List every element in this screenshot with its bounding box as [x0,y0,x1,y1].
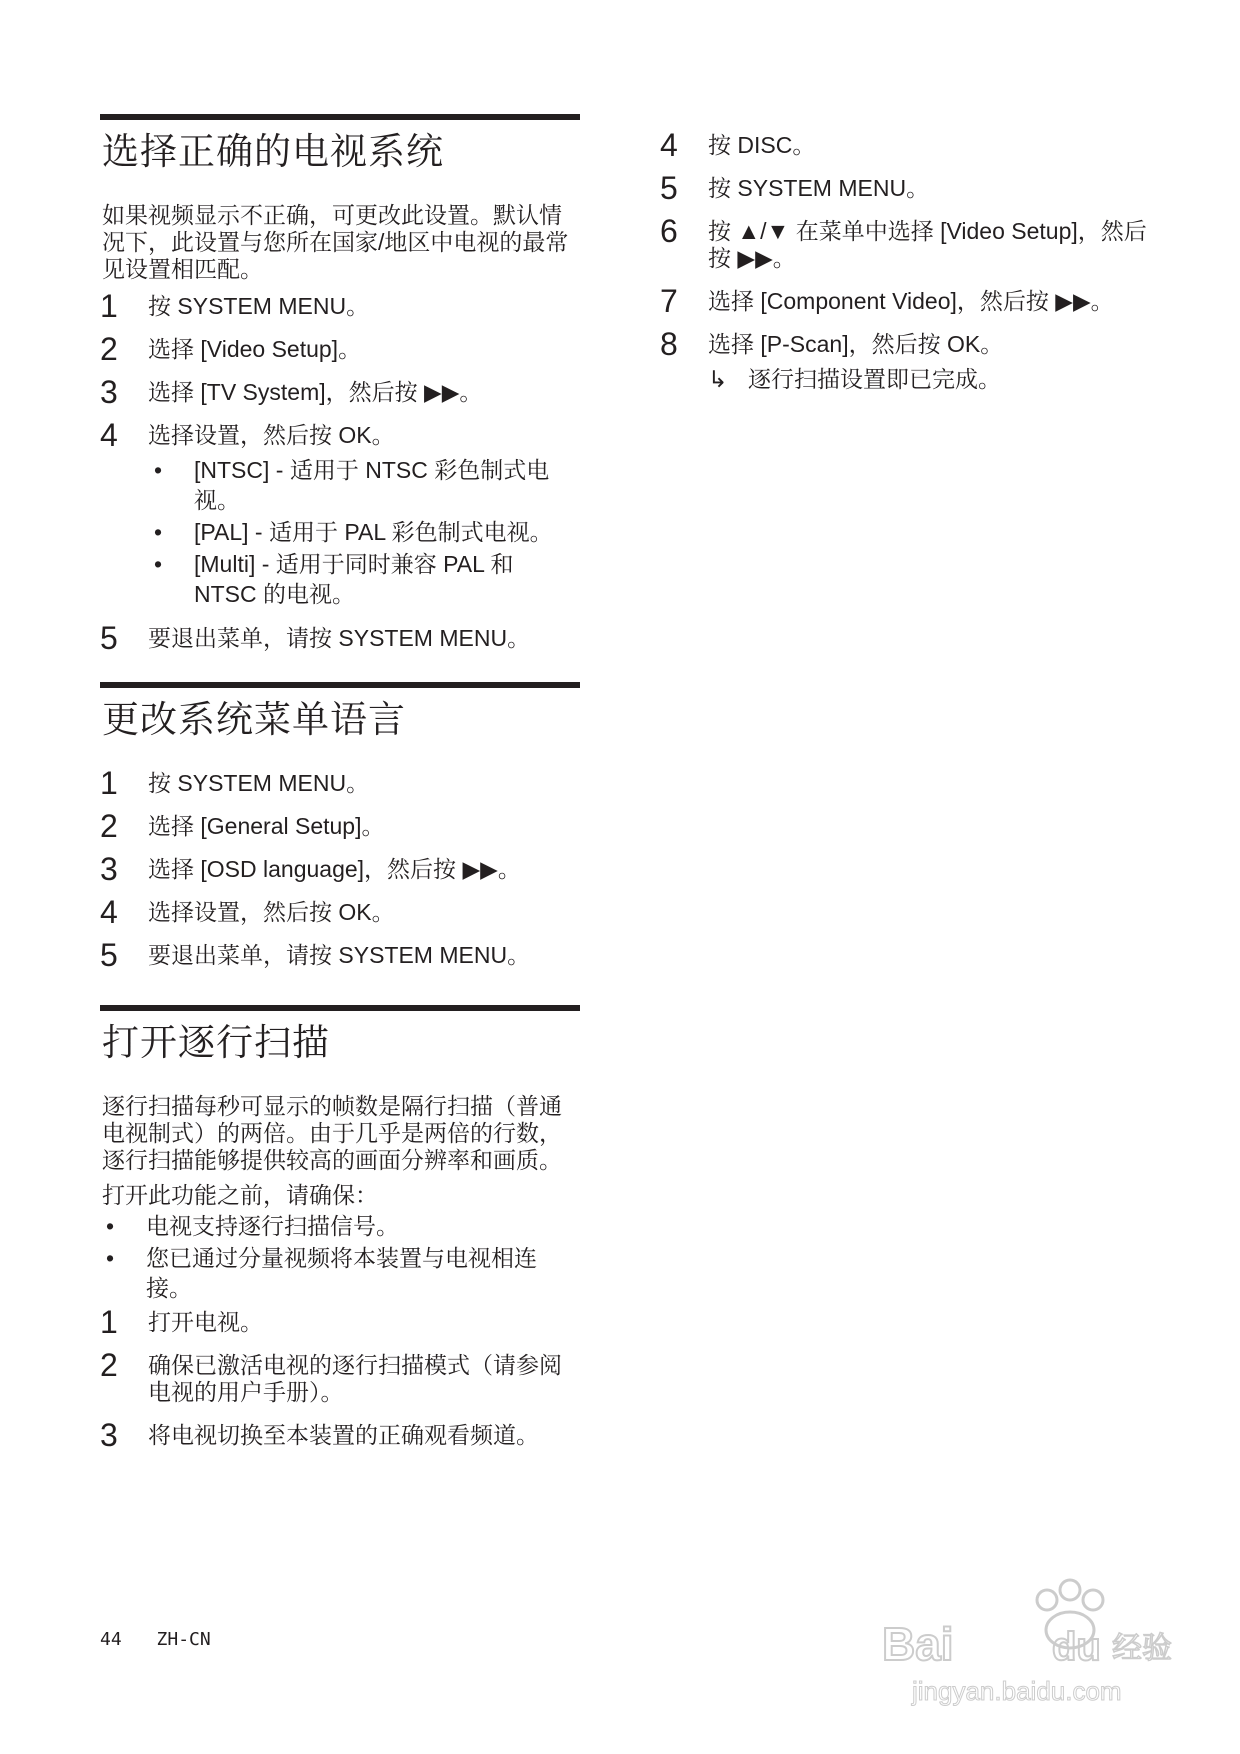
step-item [660,326,1150,393]
step-item [100,1347,580,1406]
svg-text:jingyan.baidu.com: jingyan.baidu.com [912,1676,1122,1706]
step-number: 1 [100,288,118,324]
step-text: 按 SYSTEM MENU。 [148,770,370,796]
step-text: 按 SYSTEM MENU。 [148,293,370,319]
step-item [660,170,1150,206]
page-number: 44 [100,1629,122,1650]
step-item [100,765,580,801]
step-number: 4 [100,894,118,930]
prerequisite-text: 打开此功能之前，请确保： [102,1182,378,1208]
section-title: 更改系统菜单语言 [102,699,406,740]
step-number: 1 [100,765,118,801]
left-column [100,114,580,1465]
step-number: 3 [100,1417,118,1453]
language-code: ZH-CN [156,1629,211,1650]
step-text: 选择 [Video Setup]。 [148,336,362,362]
step-text: 选择 [P-Scan]，然后按 OK。 [708,331,1004,357]
svg-text:Bai: Bai [882,1618,954,1670]
step-number: 6 [660,213,678,249]
step-text: 选择 [Component Video]，然后按 ▶▶。 [708,288,1114,314]
option-item [148,549,580,609]
prerequisite-list [100,1211,580,1303]
prerequisite-text: 您已通过分量视频将本装置与电视相连接。 [146,1245,537,1301]
step-text: 选择 [OSD language]，然后按 ▶▶。 [148,856,521,882]
prerequisite-item [100,1243,580,1303]
section-title: 选择正确的电视系统 [102,131,444,172]
option-item [148,517,580,547]
step-item [660,213,1150,272]
baidu-paw-logo-icon [872,1560,1172,1710]
option-item [148,455,580,515]
option-text: [NTSC] - 适用于 NTSC 彩色制式电视。 [194,457,550,513]
option-text: [Multi] - 适用于同时兼容 PAL 和 NTSC 的电视。 [194,551,514,607]
prerequisite-text: 电视支持逐行扫描信号。 [146,1213,399,1239]
step-text: 选择设置，然后按 OK。 [148,899,395,925]
prerequisite-item [100,1211,580,1241]
step-text: 按 SYSTEM MENU。 [708,175,930,201]
svg-text:du: du [1052,1625,1101,1669]
section-divider [100,682,580,688]
step-number: 2 [100,808,118,844]
step-number: 4 [660,127,678,163]
bullet-icon: • [154,551,163,577]
step-item [660,283,1150,319]
svg-text:经验: 经验 [1112,1631,1172,1666]
option-list [148,455,580,609]
step-item [100,417,580,609]
section-divider [100,114,580,120]
step-item [660,127,1150,163]
step-number: 5 [660,170,678,206]
step-text: 选择设置，然后按 OK。 [148,422,395,448]
bullet-icon: • [154,519,163,545]
section-title: 打开逐行扫描 [102,1022,330,1063]
step-list-continued [660,127,1150,393]
right-column [660,127,1150,409]
step-text: 选择 [TV System]，然后按 ▶▶。 [148,379,483,405]
step-item [100,851,580,887]
step-item [100,620,580,656]
step-text: 确保已激活电视的逐行扫描模式（请参阅电视的用户手册）。 [148,1352,562,1405]
intro-paragraph: 逐行扫描每秒可显示的帧数是隔行扫描（普通电视制式）的两倍。由于几乎是两倍的行数，逐行扫描能够提供较高的画面分辨率和画质。 [102,1093,562,1173]
step-item [100,288,580,324]
step-text: 按 DISC。 [708,132,816,158]
bullet-icon: • [106,1245,115,1271]
step-text: 选择 [General Setup]。 [148,813,385,839]
bullet-icon: • [154,457,163,483]
step-text: 打开电视。 [148,1309,263,1335]
step-number: 5 [100,620,118,656]
section-tv-system [100,114,580,656]
step-number: 5 [100,937,118,973]
result-note [708,366,1150,393]
section-menu-language [100,682,580,973]
step-item [100,331,580,367]
section-divider [100,1005,580,1011]
section-progressive-scan [100,1005,580,1453]
step-item [100,937,580,973]
page-footer [100,1629,235,1650]
step-item [100,374,580,410]
step-list [100,288,580,656]
step-text: 要退出菜单，请按 SYSTEM MENU。 [148,942,531,968]
step-text: 按 ▲/▼ 在菜单中选择 [Video Setup]，然后按 ▶▶。 [708,218,1147,271]
step-number: 1 [100,1304,118,1340]
step-item [100,1304,580,1340]
step-item [100,894,580,930]
step-text: 要退出菜单，请按 SYSTEM MENU。 [148,625,531,651]
result-text: 逐行扫描设置即已完成。 [748,366,1001,392]
step-number: 7 [660,283,678,319]
step-list [100,1304,580,1453]
bullet-icon: • [106,1213,115,1239]
step-text: 将电视切换至本装置的正确观看频道。 [148,1422,539,1448]
step-number: 3 [100,374,118,410]
intro-paragraph: 如果视频显示不正确，可更改此设置。默认情况下，此设置与您所在国家/地区中电视的最常见设置相匹配。 [102,202,569,282]
step-item [100,808,580,844]
step-number: 8 [660,326,678,362]
step-number: 3 [100,851,118,887]
result-arrow-icon: ↳ [708,366,728,392]
step-number: 2 [100,1347,118,1383]
step-item [100,1417,580,1453]
step-number: 2 [100,331,118,367]
step-number: 4 [100,417,118,453]
step-list [100,765,580,973]
option-text: [PAL] - 适用于 PAL 彩色制式电视。 [194,519,553,545]
baidu-jingyan-watermark [872,1560,1172,1710]
